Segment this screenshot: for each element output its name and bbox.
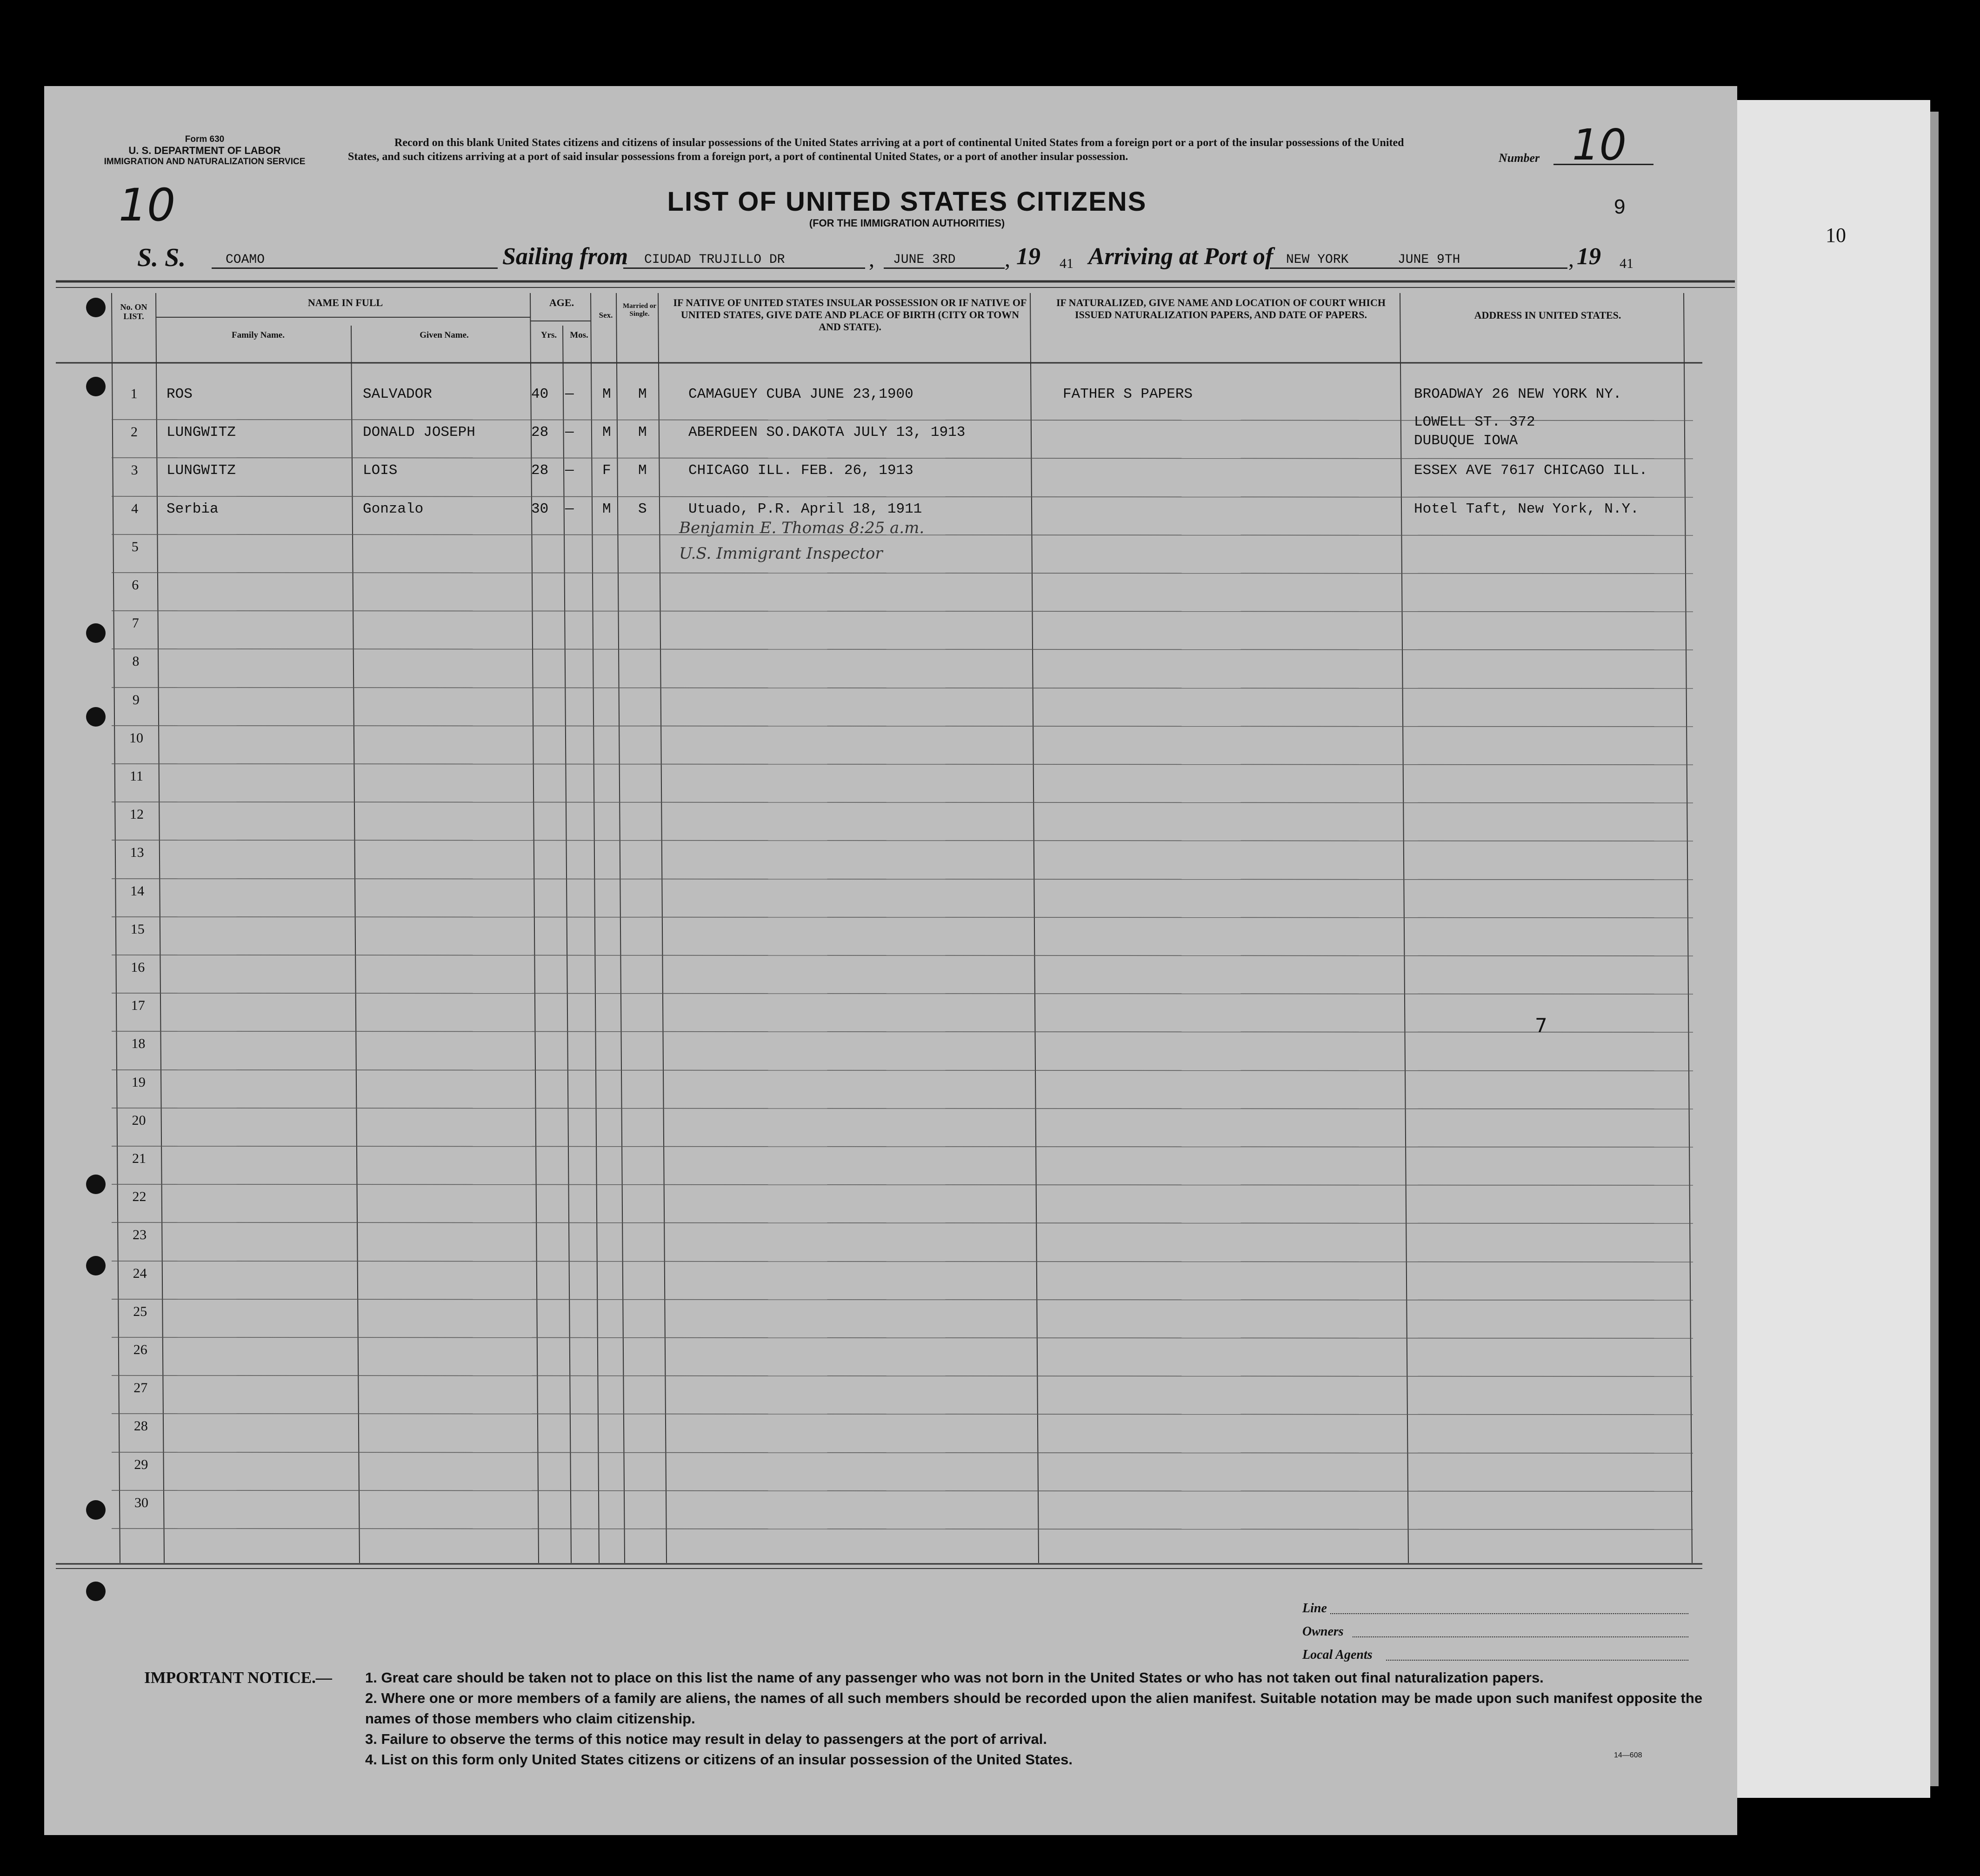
form-number: Form 630 (185, 134, 225, 144)
col-header-birth: IF NATIVE OF UNITED STATES INSULAR POSSESSION OR IF NATIVE OF UNITED STATES, GIVE DATE AND PLACE OF BIRTH (CITY OR TOWN AND STATE). (673, 297, 1027, 333)
cell-family: ROS (167, 386, 193, 402)
col-header-naturalized: IF NATURALIZED, GIVE NAME AND LOCATION OF COURT WHICH ISSUED NATURALIZATION PAPERS, AND DATE OF PAPERS. (1056, 297, 1386, 320)
notice-item-4: 4. List on this form only United States citizens or citizens of an insular possession of the United States. (365, 1751, 1073, 1768)
row-rule (112, 726, 1693, 727)
corner-mark: 9 (1614, 195, 1626, 218)
service: IMMIGRATION AND NATURALIZATION SERVICE (104, 157, 306, 167)
row-rule (112, 1299, 1693, 1300)
cell-married: M (638, 462, 647, 479)
col-header-married: Married or Single. (622, 302, 657, 318)
col-header-mos: Mos. (570, 330, 588, 340)
row-number: 22 (132, 1189, 147, 1204)
notice-title: IMPORTANT NOTICE.— (144, 1669, 332, 1687)
row-number: 17 (131, 998, 145, 1013)
row-number: 5 (131, 539, 139, 554)
cell-mos: — (565, 424, 574, 441)
cell-given: SALVADOR (363, 386, 432, 402)
row-number: 18 (131, 1036, 146, 1051)
sailing-from: CIUDAD TRUJILLO DR (644, 253, 785, 267)
row-number: 21 (132, 1151, 146, 1166)
row-rule (112, 802, 1693, 803)
cell-sex: M (602, 424, 611, 441)
col-header-no: No. ON LIST. (120, 302, 147, 321)
notice-item-1: 1. Great care should be taken not to place on this list the name of any passenger who was not born in the United States or who has not taken out final naturalization papers. (365, 1669, 1544, 1686)
cell-married: M (638, 424, 647, 441)
cell-birth: CAMAGUEY CUBA JUNE 23,1900 (688, 386, 913, 402)
row-number: 16 (131, 960, 145, 975)
stray-mark: 7 (1535, 1014, 1547, 1037)
col-header-given-name: Given Name. (420, 330, 469, 340)
cell-birth: CHICAGO ILL. FEB. 26, 1913 (688, 462, 913, 479)
row-rule (112, 1031, 1693, 1032)
row-rule (112, 993, 1693, 994)
row-number: 27 (133, 1380, 148, 1395)
row-rule (112, 879, 1693, 880)
row-number: 3 (131, 462, 138, 478)
row-number: 19 (131, 1075, 146, 1090)
cell-married: S (638, 501, 647, 517)
row-rule (112, 649, 1693, 650)
row-rule (112, 840, 1693, 841)
arrival-date: JUNE 9TH (1398, 253, 1460, 267)
row-number: 13 (130, 845, 144, 860)
row-number: 2 (131, 424, 138, 440)
row-number: 4 (131, 501, 139, 516)
cell-married: M (638, 386, 647, 402)
sailing-year: 41 (1060, 256, 1073, 271)
ship-name: COAMO (226, 253, 265, 267)
cell-sex: M (602, 386, 611, 402)
cell-yrs: 30 (531, 501, 549, 517)
line-label: Line (1302, 1601, 1327, 1616)
row-rule (112, 1108, 1693, 1109)
row-rule (112, 573, 1693, 574)
row-rule (112, 1222, 1693, 1223)
local-agents-label: Local Agents (1302, 1648, 1373, 1662)
number-value: 10 (1572, 120, 1627, 170)
row-rule (112, 1490, 1693, 1491)
cell-family: LUNGWITZ (167, 424, 236, 441)
handwritten-page-number: 10 (119, 179, 176, 231)
row-rule (112, 496, 1693, 497)
notice-item-2: 2. Where one or more members of a family are aliens, the names of all such members should be recorded upon the alien manifest. Suitable notation may be made upon such manifest opposite the names of those members who claim citizenship. (365, 1690, 1703, 1727)
row-number: 28 (133, 1418, 148, 1434)
notice-item-3: 3. Failure to observe the terms of this notice may result in delay to passengers at the port of arrival. (365, 1731, 1047, 1747)
row-rule (112, 1146, 1693, 1147)
adjacent-page-number: 10 (1826, 224, 1846, 247)
cell-given: Gonzalo (363, 501, 424, 517)
cell-address: LOWELL ST. 372 (1414, 414, 1535, 430)
col-header-family-name: Family Name. (232, 330, 285, 340)
cell-sex: M (602, 501, 611, 517)
row-rule (112, 917, 1693, 918)
row-rule (112, 1070, 1693, 1071)
row-number: 6 (132, 577, 139, 593)
sailing-label: Sailing from (502, 243, 628, 270)
row-number: 8 (132, 654, 140, 669)
cell-given: DONALD JOSEPH (363, 424, 475, 441)
row-number: 23 (133, 1227, 147, 1242)
row-rule (112, 1184, 1693, 1185)
col-header-name-in-full: NAME IN FULL (307, 297, 383, 308)
col-header-sex: Sex. (599, 311, 613, 320)
owners-label: Owners (1302, 1624, 1344, 1639)
row-rule (112, 1452, 1693, 1453)
cell-birth: Utuado, P.R. April 18, 1911 (688, 501, 922, 517)
arrival-port: NEW YORK (1286, 253, 1349, 267)
row-number: 26 (133, 1342, 147, 1357)
cell-sex: F (602, 462, 611, 479)
row-number: 14 (130, 883, 145, 899)
row-number: 11 (130, 768, 143, 784)
col-header-address: ADDRESS IN UNITED STATES. (1474, 309, 1621, 321)
cell-yrs: 28 (531, 424, 549, 441)
row-number: 30 (134, 1495, 148, 1510)
sailing-date: JUNE 3RD (893, 253, 956, 267)
sailing-year-prefix: 19 (1016, 243, 1040, 270)
cell-family: LUNGWITZ (167, 462, 236, 479)
line-underline (1330, 1613, 1688, 1614)
cell-birth: ABERDEEN SO.DAKOTA JULY 13, 1913 (688, 424, 966, 441)
col-header-age: AGE. (549, 297, 574, 308)
owners-underline (1353, 1636, 1688, 1637)
cell-address: ESSEX AVE 7617 CHICAGO ILL. (1414, 462, 1648, 479)
row-rule (112, 1375, 1693, 1376)
cell-address: BROADWAY 26 NEW YORK NY. (1414, 386, 1622, 402)
row-rule (112, 955, 1693, 956)
comma: , (869, 247, 874, 272)
row-number: 12 (130, 807, 144, 822)
row-rule (112, 1414, 1693, 1415)
row-rule (112, 764, 1693, 765)
cell-mos: — (565, 462, 574, 479)
row-number: 7 (132, 615, 139, 631)
col-header-yrs: Yrs. (540, 330, 557, 340)
row-rule (112, 611, 1693, 612)
cell-naturalized: FATHER S PAPERS (1063, 386, 1193, 402)
department: U. S. DEPARTMENT OF LABOR (128, 145, 281, 156)
row-number: 24 (133, 1266, 147, 1281)
arrival-year: 41 (1620, 256, 1633, 271)
cell-yrs: 40 (531, 386, 549, 402)
row-number: 20 (132, 1113, 146, 1128)
local-agents-underline (1386, 1660, 1688, 1661)
row-rule (112, 1261, 1693, 1262)
instructions: Record on this blank United States citizens and citizens of insular possessions of the United States arriving at a port of continental United States from a foreign port or a port of the insular possessions of the United States, and such citizens arriving at a port of said insular possessions from a foreign port, a port of continental United States, or a port of another insular possession. (348, 137, 1404, 163)
document-subtitle: (FOR THE IMMIGRATION AUTHORITIES) (809, 217, 1005, 229)
printer-code: 14—608 (1614, 1751, 1642, 1759)
row-number: 1 (130, 386, 138, 401)
cell-family: Serbia (167, 501, 219, 517)
comma: , (1568, 247, 1574, 272)
arriving-label: Arriving at Port of (1088, 243, 1273, 270)
cell-given: LOIS (363, 462, 398, 479)
cell-address: Hotel Taft, New York, N.Y. (1414, 501, 1639, 517)
row-rule (112, 458, 1693, 459)
address-line-2: DUBUQUE IOWA (1414, 433, 1518, 449)
number-label: Number (1499, 151, 1540, 165)
comma: , (1005, 247, 1010, 272)
row-rule (112, 1337, 1693, 1338)
row-number: 29 (134, 1457, 148, 1472)
cell-mos: — (565, 501, 574, 517)
row-number: 15 (130, 921, 145, 937)
cell-yrs: 28 (531, 462, 549, 479)
document-title: LIST OF UNITED STATES CITIZENS (667, 187, 1147, 217)
ss-label: S. S. (137, 243, 186, 272)
inspector-signature: Benjamin E. Thomas 8:25 a.m. (679, 519, 925, 537)
inspector-title: U.S. Immigrant Inspector (679, 544, 883, 563)
row-number: 9 (132, 692, 140, 708)
arrival-year-prefix: 19 (1577, 243, 1601, 270)
row-number: 25 (133, 1304, 147, 1319)
cell-mos: — (565, 386, 574, 402)
row-number: 10 (129, 730, 143, 746)
